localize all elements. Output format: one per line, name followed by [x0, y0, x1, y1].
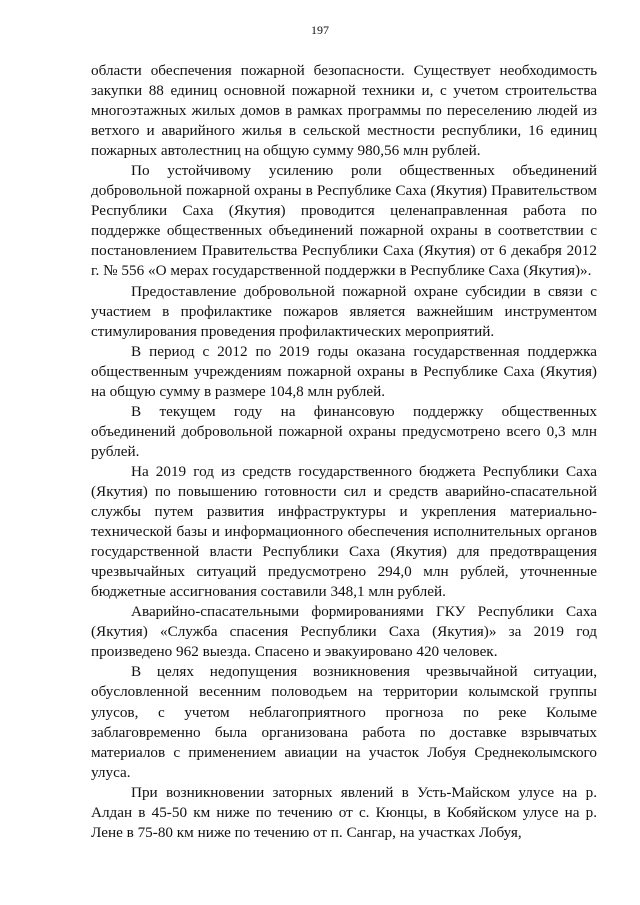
paragraph-ice-jams: При возникновении заторных явлений в Усть-Майском улусе на р. Алдан в 45-50 км ниже по течению от с. Кюнцы, в Кобяйском улусе на р. Лене в 75-80 км ниже по течению от п. Сангар, на участках Лобуя, [91, 783, 597, 841]
body-text [91, 61, 597, 843]
paragraph-continuation: области обеспечения пожарной безопасности. Существует необходимость закупки 88 единиц основной пожарной техники и, с учетом строительства многоэтажных жилых домов в рамках программы по переселению людей из ветхого и аварийного жилья в сельской местности республики, 16 единиц пожарных автолестниц на общую сумму 980,56 млн рублей. [91, 62, 597, 160]
paragraph-flood-prevention: В целях недопущения возникновения чрезвычайной ситуации, обусловленной весенним половодьем на территории колымской группы улусов, с учетом неблагоприятного прогноза по реке Колыме заблаговременно была организована работа по доставке взрывчатых материалов с применением авиации на участок Лобуя Среднеколымского улуса. [91, 663, 597, 781]
paragraph-subsidy: Предоставление добровольной пожарной охране субсидии в связи с участием в профилактике пожаров является важнейшим инструментом стимулирования проведения профилактических мероприятий. [91, 282, 597, 340]
paragraph-state-support-2012-2019: В период с 2012 по 2019 годы оказана государственная поддержка общественным учреждениям пожарной охраны в Республике Саха (Якутия) на общую сумму в размере 104,8 млн рублей. [91, 342, 597, 400]
page-number: 197 [311, 23, 329, 37]
paragraph-volunteer-support: По устойчивому усилению роли общественных объединений добровольной пожарной охраны в Республике Саха (Якутия) Правительством Республики Саха (Якутия) проводится целенаправленная работа по поддержке общественных объединений пожарной охраны в соответствии с постановлением Правительства Республики Саха (Якутия) от 6 декабря 2012 г. № 556 «О мерах государственной поддержки в Республике Саха (Якутия)». [91, 162, 597, 280]
paragraph-rescue-service: Аварийно-спасательными формированиями ГКУ Республики Саха (Якутия) «Служба спасения Республики Саха (Якутия)» за 2019 год произведено 962 выезда. Спасено и эвакуировано 420 человек. [91, 603, 597, 661]
paragraph-current-year-support: В текущем году на финансовую поддержку общественных объединений добровольной пожарной охраны предусмотрено всего 0,3 млн рублей. [91, 402, 597, 460]
paragraph-budget-2019: На 2019 год из средств государственного бюджета Республики Саха (Якутия) по повышению готовности сил и средств аварийно-спасательной службы путем развития инфраструктуры и укрепления материально-технической базы и информационного обеспечения исполнительных органов государственной власти Республики Саха (Якутия) для предотвращения чрезвычайных ситуаций предусмотрено 294,0 млн рублей, уточненные бюджетные ассигнования составили 348,1 млн рублей. [91, 462, 597, 601]
